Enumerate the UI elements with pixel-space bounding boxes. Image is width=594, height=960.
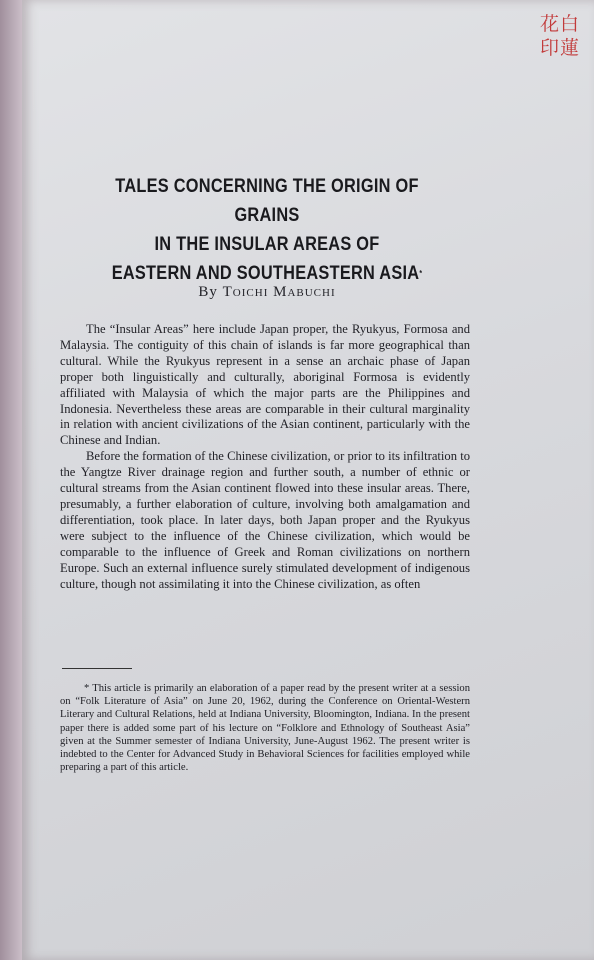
article-body — [60, 322, 470, 592]
byline-prefix: By — [198, 284, 218, 300]
title-footnote-mark: * — [419, 269, 423, 278]
footnote: * This article is primarily an elaboration of a paper read by the present writer at a session on “Folk Literature of Asia” on June 20, 1962, during the Conference on Oriental-Western Literary and Cultural Relations, held at Indiana University, Bloomington, Indiana. In the present paper there is added some part of his lecture on “Folklore and Ethnology of Southeast Asia” given at the Summer semester of Indiana University, June-August 1962. The present writer is indebted to the Center for Advanced Study in Behavioral Sciences for facilities employed while preparing a part of this article. — [60, 683, 470, 774]
footnote-divider — [62, 668, 132, 669]
title-line-3-text: EASTERN AND SOUTHEASTERN ASIA — [111, 263, 420, 284]
body-paragraph-2: Before the formation of the Chinese civilization, or prior to its infiltration to the Yangtze River drainage region and further south, a number of ethnic or cultural streams from the Asian continent flowed into these insular areas. There, presumably, a further elaboration of culture, involving both amalgamation and differentiation, took place. In later days, both Japan proper and the Ryukyus were subject to the influence of the Chinese civilization, which would be comparable to the influence of Greek and Roman civilizations on northern Europe. Such an external influence surely stimulated development of indigenous culture, though not assimilating it into the Chinese civilization, as often — [60, 449, 470, 591]
body-paragraph-1: The “Insular Areas” here include Japan proper, the Ryukyus, Formosa and Malaysia. The contiguity of this chain of islands is far more geographical than cultural. While the Ryukyus represent in a sense an archaic phase of Japan proper both linguistically and culturally, aboriginal Formosa is evidently affiliated with Malaysia of which the major parts are the Philippines and Indonesia. Nevertheless these areas are comparable in their cultural marginality in relation with ancient civilizations of the Asian continent, particularly with the Chinese and Indian. — [60, 322, 470, 448]
seal-line-2: 印蓮 — [540, 37, 581, 59]
title-line-2: IN THE INSULAR AREAS OF — [154, 234, 380, 255]
article-title — [82, 172, 452, 288]
byline — [142, 284, 392, 301]
author-name: Toichi Mabuchi — [222, 284, 336, 300]
document-page — [22, 0, 594, 960]
seal-line-1: 花白 — [540, 13, 581, 35]
title-line-1: TALES CONCERNING THE ORIGIN OF GRAINS — [115, 176, 419, 226]
red-ownership-seal — [540, 12, 594, 64]
